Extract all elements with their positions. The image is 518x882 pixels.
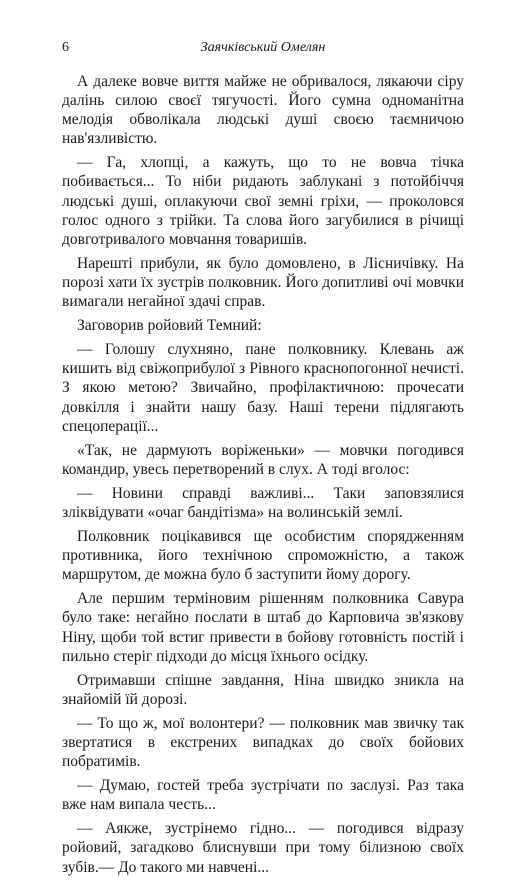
paragraph: — Думаю, гостей треба зустрічати по заслузі. Раз така вже нам випала честь...	[62, 777, 464, 814]
paragraph: Але першим терміновим рішенням полковника Савура було таке: негайно послати в штаб до Карповича зв'язкову Ніну, щоби той встиг привести в бойову готовність постій і пильно стеріг підходи до місця їхнього осідку.	[62, 590, 464, 665]
paragraph: — Га, хлопці, а кажуть, що то не вовча тічка побивається... То ніби ридають заблукані з потойбіччя людські душі, оплакуючи свої земні гріхи, — проколовся голос одного з трійки. Та слова його загубилися в річищі довготривалого мовчання товаришів.	[62, 154, 464, 248]
page-header	[62, 40, 464, 60]
paragraph: А далеке вовче виття майже не обривалося, лякаючи сіру далінь силою своєї тягучості. Його сумна одноманітна мелодія обволікала людські душі своєю таємничою нав'язливістю.	[62, 73, 464, 148]
paragraph: — Новини справді важливі... Таки заповзялися зліквідувати «очаг бандітізма» на волинській землі.	[62, 484, 464, 521]
paragraph: — То що ж, мої волонтери? — полковник мав звичку так звертатися в екстрених випадках до своїх бойових побратимів.	[62, 714, 464, 771]
running-title: Заячківський Омелян	[200, 40, 326, 55]
paragraph: Отримавши спішне завдання, Ніна швидко зникла на знайомій їй дорозі.	[62, 671, 464, 708]
paragraph: — Голошу слухняно, пане полковнику. Клевань аж кишить від свіжоприбулої з Рівного краснопогонної нечисті. З якою метою? Звичайно, профілактичною: прочесати довкілля і знайти нашу базу. Наші терени підлягають спецоперації...	[62, 341, 464, 435]
paragraph: — Аякже, зустрінемо гідно... — погодився відразу ройовий, загадково блиснувши при тому білизною своїх зубів.— До такого ми навчені...	[62, 820, 464, 876]
body-text	[62, 72, 464, 882]
page-number: 6	[62, 40, 69, 55]
paragraph: Нарешті прибули, як було домовлено, в Лісничівку. На порозі хати їх зустрів полковник. Його допитливі очі мовчки вимагали негайної здачі справ.	[62, 254, 464, 311]
paragraph: «Так, не дармують воріженьки» — мовчки погодився командир, увесь перетворений в слух. А тоді вголос:	[62, 441, 464, 478]
paragraph: Заговорив ройовий Темний:	[77, 317, 262, 335]
paragraph: Полковник поцікавився ще особистим спорядженням противника, його технічною спроможністю, а також маршрутом, де можна було б заступити йому дорогу.	[62, 528, 464, 584]
